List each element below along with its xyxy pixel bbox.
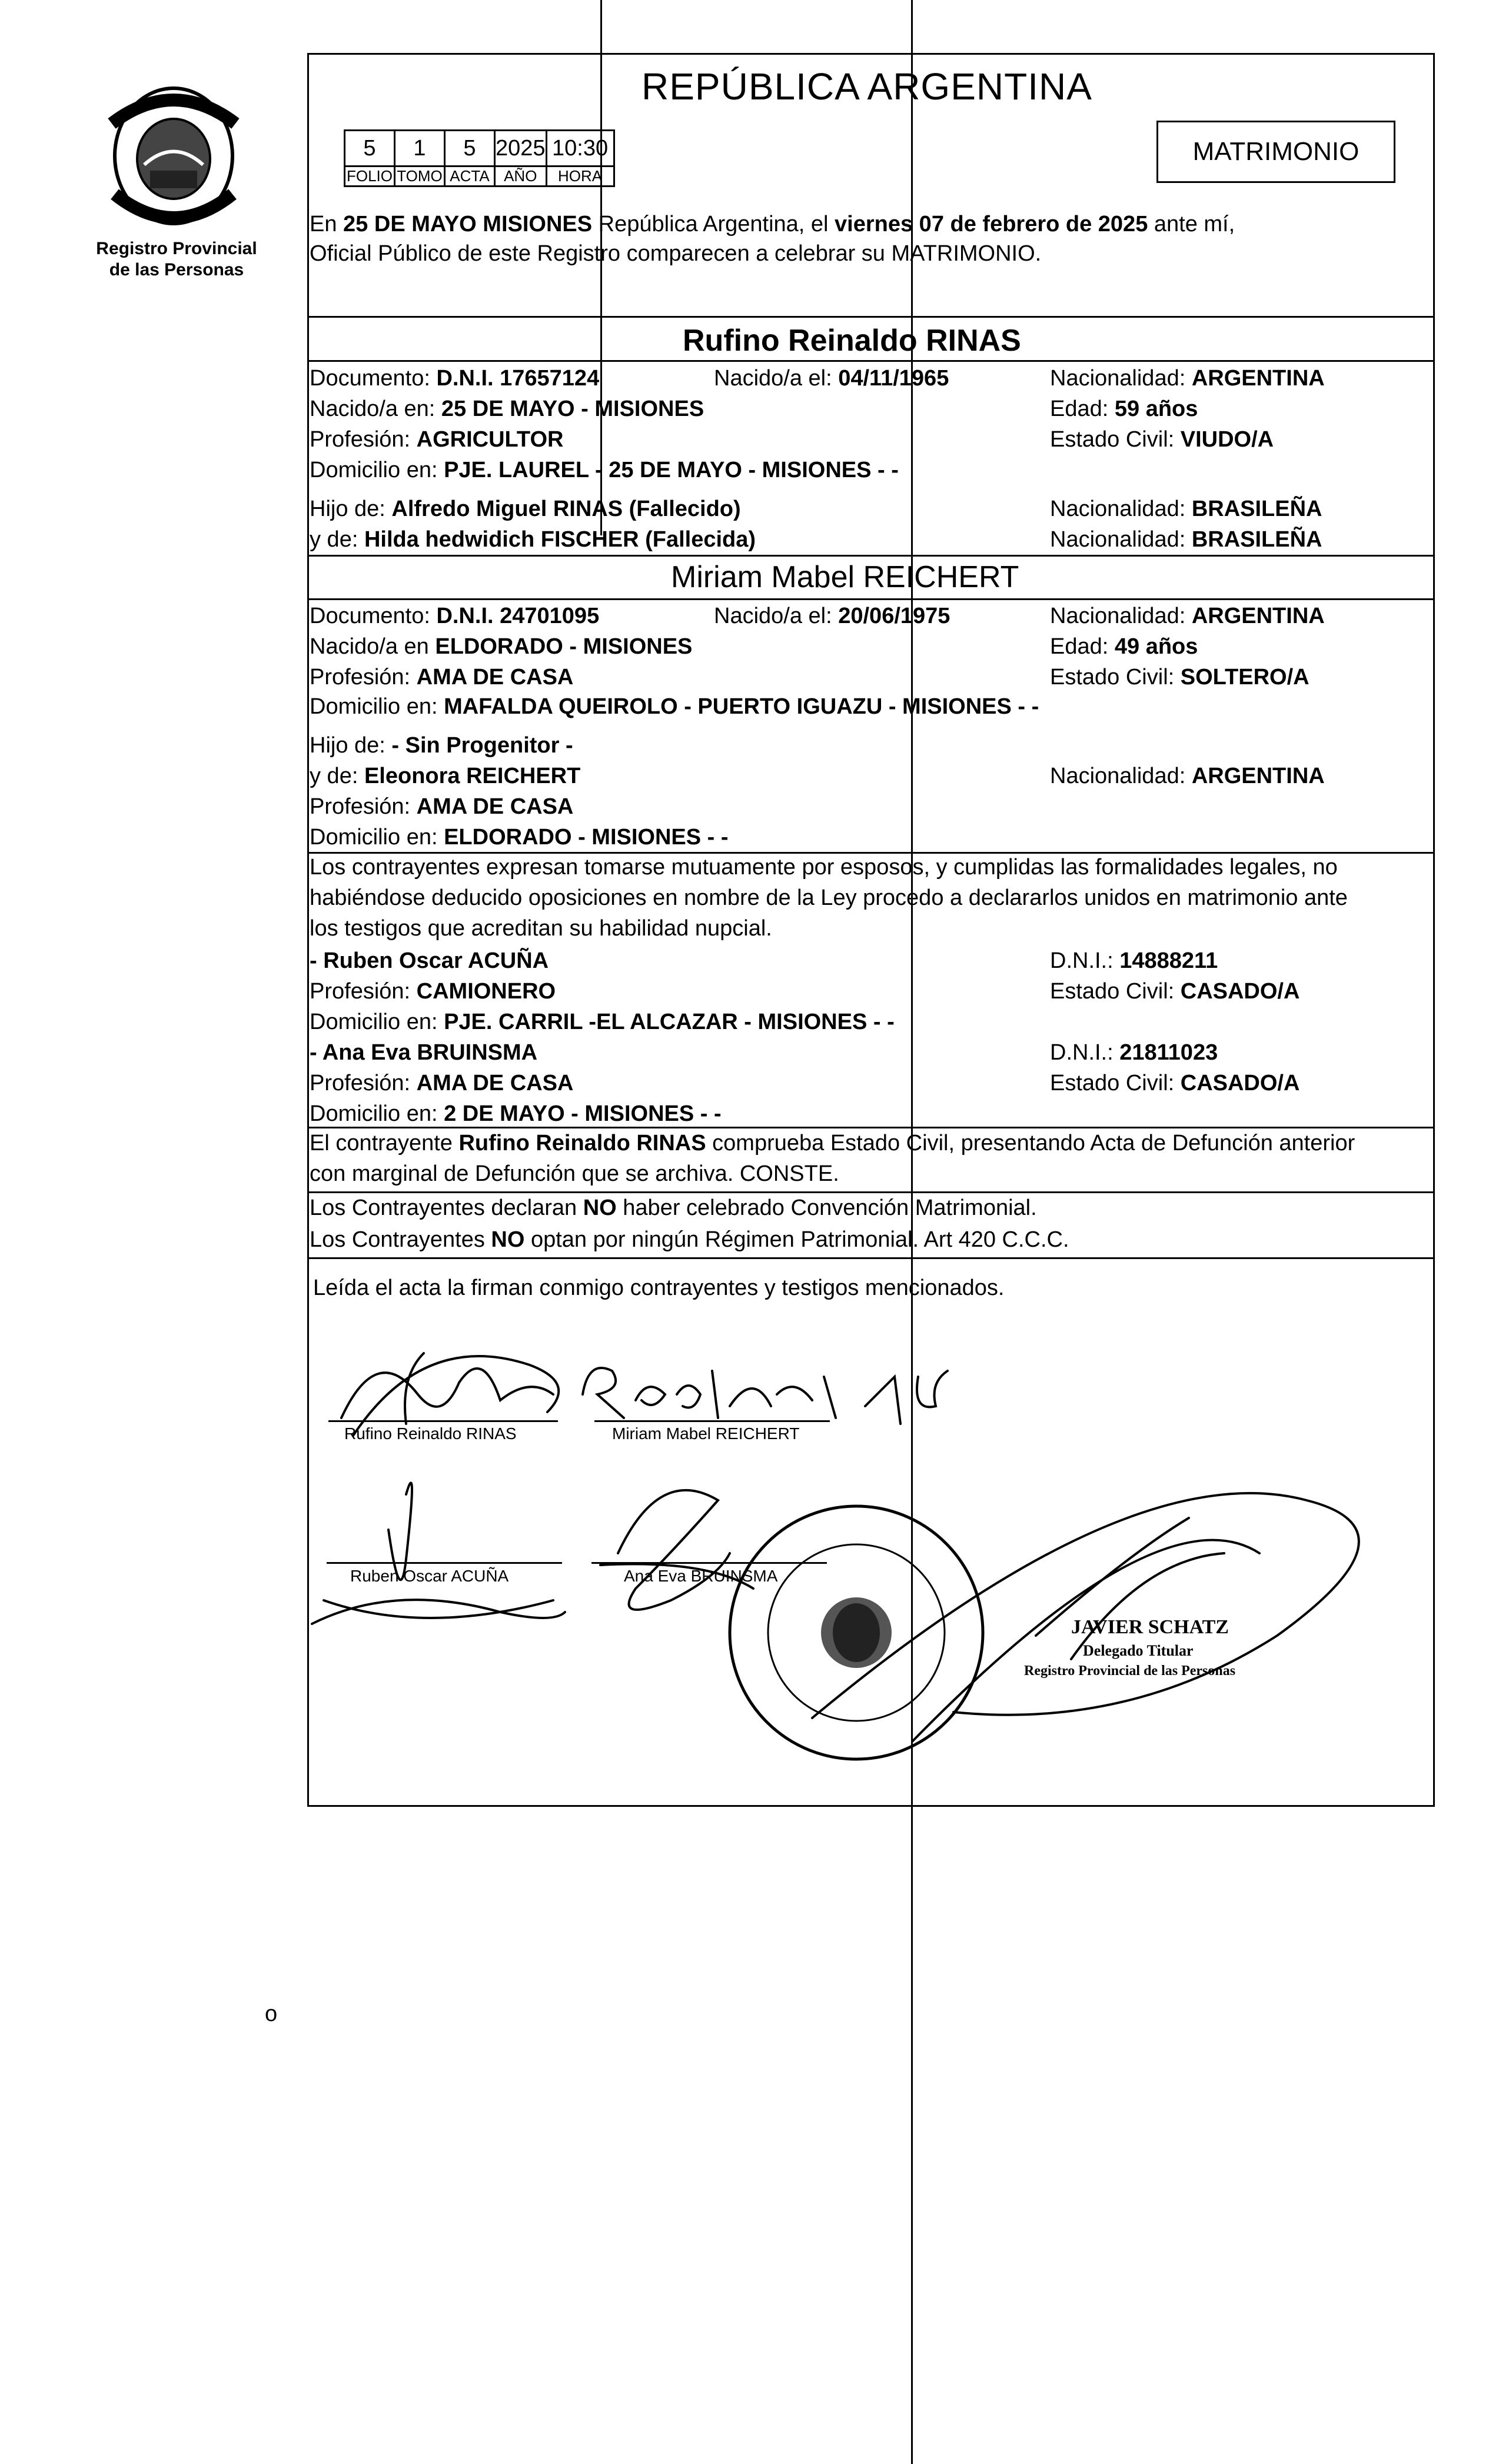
misiones-seal [88,82,259,235]
tomo-value: 1 [395,131,445,167]
note-civil-status-2: con marginal de Defunción que se archiva. CONSTE. [310,1161,839,1186]
bride-age: Edad: 49 años [1050,634,1198,659]
divider [307,1191,1433,1193]
divider [307,360,1433,362]
signature-witness-1 [388,1483,412,1580]
footer-mark: o [265,2002,278,2026]
signature-groom-label: Rufino Reinaldo RINAS [344,1424,517,1443]
note-civil-status: El contrayente Rufino Reinaldo RINAS comprueba Estado Civil, presentando Acta de Defunción anterior [310,1131,1355,1156]
tomo-label: TOMO [395,167,445,187]
declaration-line-2: habiéndose deducido oposiciones en nombre de la Ley procedo a declararlos unidos en matrimonio ante [310,885,1348,910]
bride-mother-nat: Nacionalidad: ARGENTINA [1050,764,1325,788]
signature-witness-1-label: Ruben Oscar ACUÑA [350,1567,509,1585]
divider [307,598,1433,600]
bride-birthplace: Nacido/a en ELDORADO - MISIONES [310,634,693,659]
witness-1-addr: Domicilio en: PJE. CARRIL -EL ALCAZAR - MISIONES - - [310,1010,895,1034]
groom-mother-nat: Nacionalidad: BRASILEÑA [1050,527,1322,552]
bride-addr: Domicilio en: MAFALDA QUEIROLO - PUERTO IGUAZU - MISIONES - - [310,694,1039,719]
groom-father-nat: Nacionalidad: BRASILEÑA [1050,497,1322,521]
note-read: Leída el acta la firman conmigo contrayentes y testigos mencionados. [313,1276,1005,1300]
signature-bride-label: Miriam Mabel REICHERT [612,1424,800,1443]
bride-born: Nacido/a el: 20/06/1975 [714,604,950,628]
witness-1-dni: D.N.I.: 14888211 [1050,948,1218,973]
witness-2-name: - Ana Eva BRUINSMA [310,1040,538,1065]
signature-bride [583,1368,624,1418]
signature-witness-2-label: Ana Eva BRUINSMA [624,1567,778,1585]
bride-name: Miriam Mabel REICHERT [671,560,1019,594]
officer-name: JAVIER SCHATZ [1071,1616,1229,1638]
folio-label: FOLIO [345,167,395,187]
groom-birthplace: Nacido/a en: 25 DE MAYO - MISIONES [310,397,704,421]
page-title: REPÚBLICA ARGENTINA [642,65,1092,108]
bride-prof: Profesión: AMA DE CASA [310,665,574,690]
registry-label: Registro Provincial de las Personas [96,239,257,279]
declaration-line-3: los testigos que acreditan su habilidad nupcial. [310,916,772,941]
bride-mother: y de: Eleonora REICHERT [310,764,581,788]
note-regime: Los Contrayentes NO optan por ningún Régimen Patrimonial. Art 420 C.C.C. [310,1227,1069,1252]
divider [307,316,1433,318]
groom-doc: Documento: D.N.I. 17657124 [310,366,600,391]
acta-value: 5 [445,131,495,167]
hora-value: 10:30 [546,131,614,167]
groom-mother: y de: Hilda hedwidich FISCHER (Fallecida) [310,527,756,552]
bride-doc: Documento: D.N.I. 24701095 [310,604,600,628]
groom-father: Hijo de: Alfredo Miguel RINAS (Fallecido) [310,497,741,521]
divider [307,555,1433,557]
bride-nat: Nacionalidad: ARGENTINA [1050,604,1325,628]
intro-line-2: Oficial Público de este Registro comparecen a celebrar su MATRIMONIO. [310,241,1042,266]
witness-1-name: - Ruben Oscar ACUÑA [310,948,549,973]
scan-line [600,0,602,535]
divider [307,1127,1433,1128]
anio-label: AÑO [495,167,547,187]
groom-prof: Profesión: AGRICULTOR [310,427,564,452]
witness-1-prof: Profesión: CAMIONERO [310,979,556,1004]
groom-nat: Nacionalidad: ARGENTINA [1050,366,1325,391]
bride-civil: Estado Civil: SOLTERO/A [1050,665,1309,690]
groom-age: Edad: 59 años [1050,397,1198,421]
acta-label: ACTA [445,167,495,187]
folio-value: 5 [345,131,395,167]
witness-2-dni: D.N.I.: 21811023 [1050,1040,1218,1065]
note-convention: Los Contrayentes declaran NO haber celebrado Convención Matrimonial. [310,1196,1037,1220]
bride-mother-prof: Profesión: AMA DE CASA [310,794,574,819]
witness-2-civil: Estado Civil: CASADO/A [1050,1071,1300,1096]
groom-born: Nacido/a el: 04/11/1965 [714,366,949,391]
anio-value: 2025 [495,131,547,167]
officer-office: Registro Provincial de las Personas [1024,1663,1236,1679]
registry-stamp [715,1491,998,1774]
groom-civil: Estado Civil: VIUDO/A [1050,427,1274,452]
acta-id-table [344,129,615,187]
witness-2-addr: Domicilio en: 2 DE MAYO - MISIONES - - [310,1101,722,1126]
bride-father: Hijo de: - Sin Progenitor - [310,733,573,758]
witness-2-prof: Profesión: AMA DE CASA [310,1071,574,1096]
divider [307,1257,1433,1259]
hora-label: HORA [546,167,614,187]
groom-addr: Domicilio en: PJE. LAUREL - 25 DE MAYO - MISIONES - - [310,458,899,482]
scan-line [911,0,913,2464]
declaration-line-1: Los contrayentes expresan tomarse mutuamente por esposos, y cumplidas las formalidades legales, no [310,855,1338,880]
officer-title: Delegado Titular [1083,1642,1194,1659]
bride-mother-addr: Domicilio en: ELDORADO - MISIONES - - [310,825,729,850]
signature-witness-2 [618,1490,730,1610]
acta-type-box: MATRIMONIO [1156,121,1395,183]
groom-name: Rufino Reinaldo RINAS [683,324,1021,358]
witness-1-civil: Estado Civil: CASADO/A [1050,979,1300,1004]
intro-line-1: En 25 DE MAYO MISIONES República Argentina, el viernes 07 de febrero de 2025 ante mí, [310,212,1235,237]
